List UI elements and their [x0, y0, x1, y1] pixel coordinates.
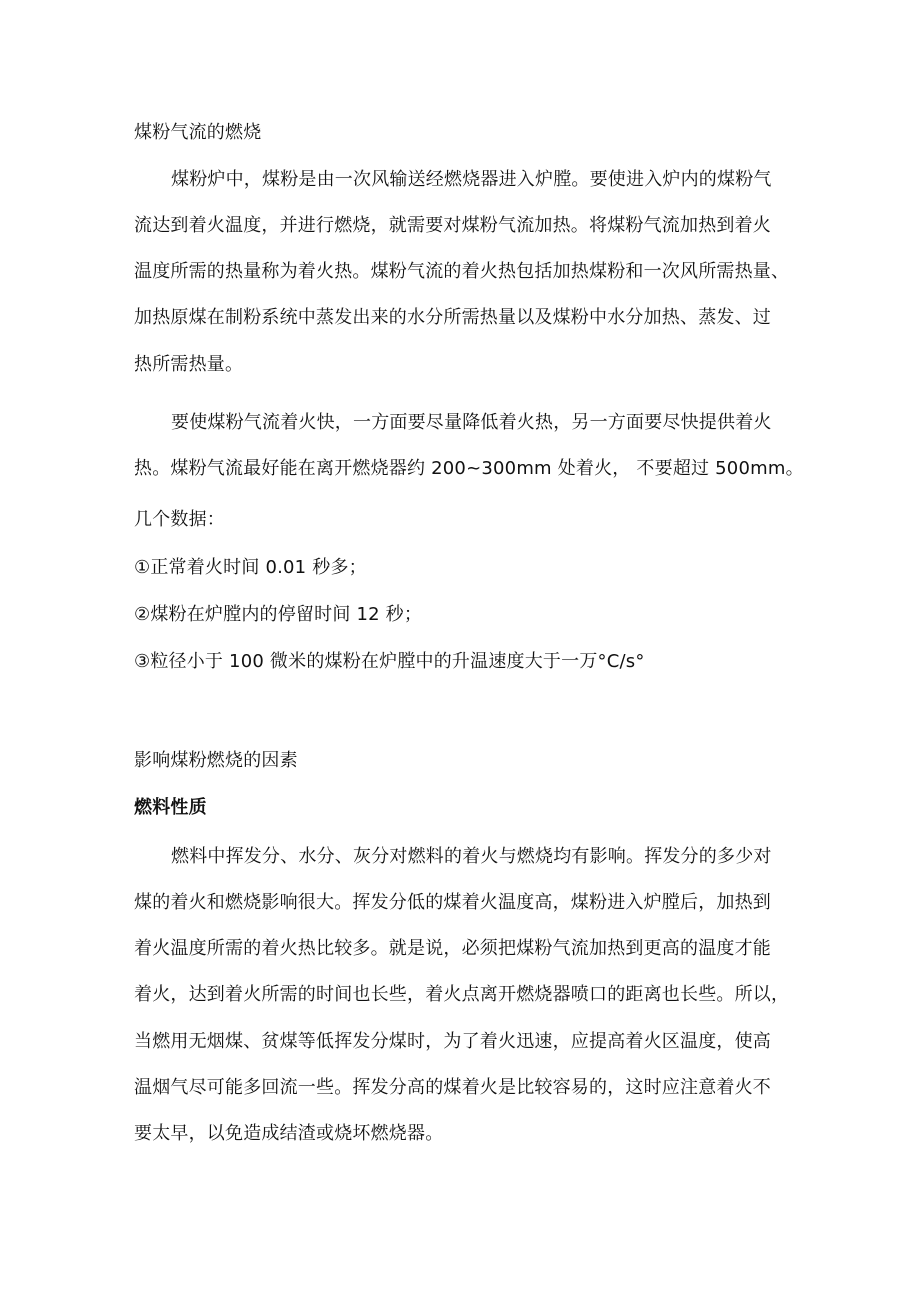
paragraph-line: 燃料中挥发分、水分、灰分对燃料的着火与燃烧均有影响。挥发分的多少对 [171, 846, 772, 867]
paragraph-line: 煤的着火和燃烧影响很大。挥发分低的煤着火温度高，煤粉进入炉膛后，加热到 [134, 892, 771, 913]
paragraph-line: 热。煤粉气流最好能在离开燃烧器约 200~300mm 处着火， 不要超过 500mm。 [134, 458, 804, 479]
paragraph-line: 煤粉炉中，煤粉是由一次风输送经燃烧器进入炉膛。要使进入炉内的煤粉气 [171, 169, 772, 190]
paragraph-line: 温烟气尽可能多回流一些。挥发分高的煤着火是比较容易的，这时应注意着火不 [134, 1077, 771, 1098]
paragraph-line: 温度所需的热量称为着火热。煤粉气流的着火热包括加热煤粉和一次风所需热量、 [134, 261, 790, 282]
data-item: ③粒径小于 100 微米的煤粉在炉膛中的升温速度大于一万°C/s° [134, 651, 645, 672]
paragraph-line: 要太早，以免造成结渣或烧坏燃烧器。 [134, 1123, 444, 1144]
data-item: ②煤粉在炉膛内的停留时间 12 秒； [134, 604, 423, 625]
data-intro: 几个数据： [134, 509, 225, 530]
paragraph-line: 着火温度所需的着火热比较多。就是说，必须把煤粉气流加热到更高的温度才能 [134, 938, 771, 959]
section-subtitle: 燃料性质 [134, 797, 207, 818]
section-title: 煤粉气流的燃烧 [134, 122, 262, 143]
section-title: 影响煤粉燃烧的因素 [134, 750, 298, 771]
paragraph-line: 流达到着火温度，并进行燃烧，就需要对煤粉气流加热。将煤粉气流加热到着火 [134, 215, 771, 236]
paragraph-line: 加热原煤在制粉系统中蒸发出来的水分所需热量以及煤粉中水分加热、蒸发、过 [134, 307, 771, 328]
data-item: ①正常着火时间 0.01 秒多； [134, 557, 367, 578]
paragraph-line: 要使煤粉气流着火快，一方面要尽量降低着火热，另一方面要尽快提供着火 [171, 412, 772, 433]
paragraph-line: 着火，达到着火所需的时间也长些，着火点离开燃烧器喷口的距离也长些。所以， [134, 984, 790, 1005]
paragraph-line: 热所需热量。 [134, 354, 244, 375]
paragraph-line: 当燃用无烟煤、贫煤等低挥发分煤时，为了着火迅速，应提高着火区温度，使高 [134, 1031, 771, 1052]
